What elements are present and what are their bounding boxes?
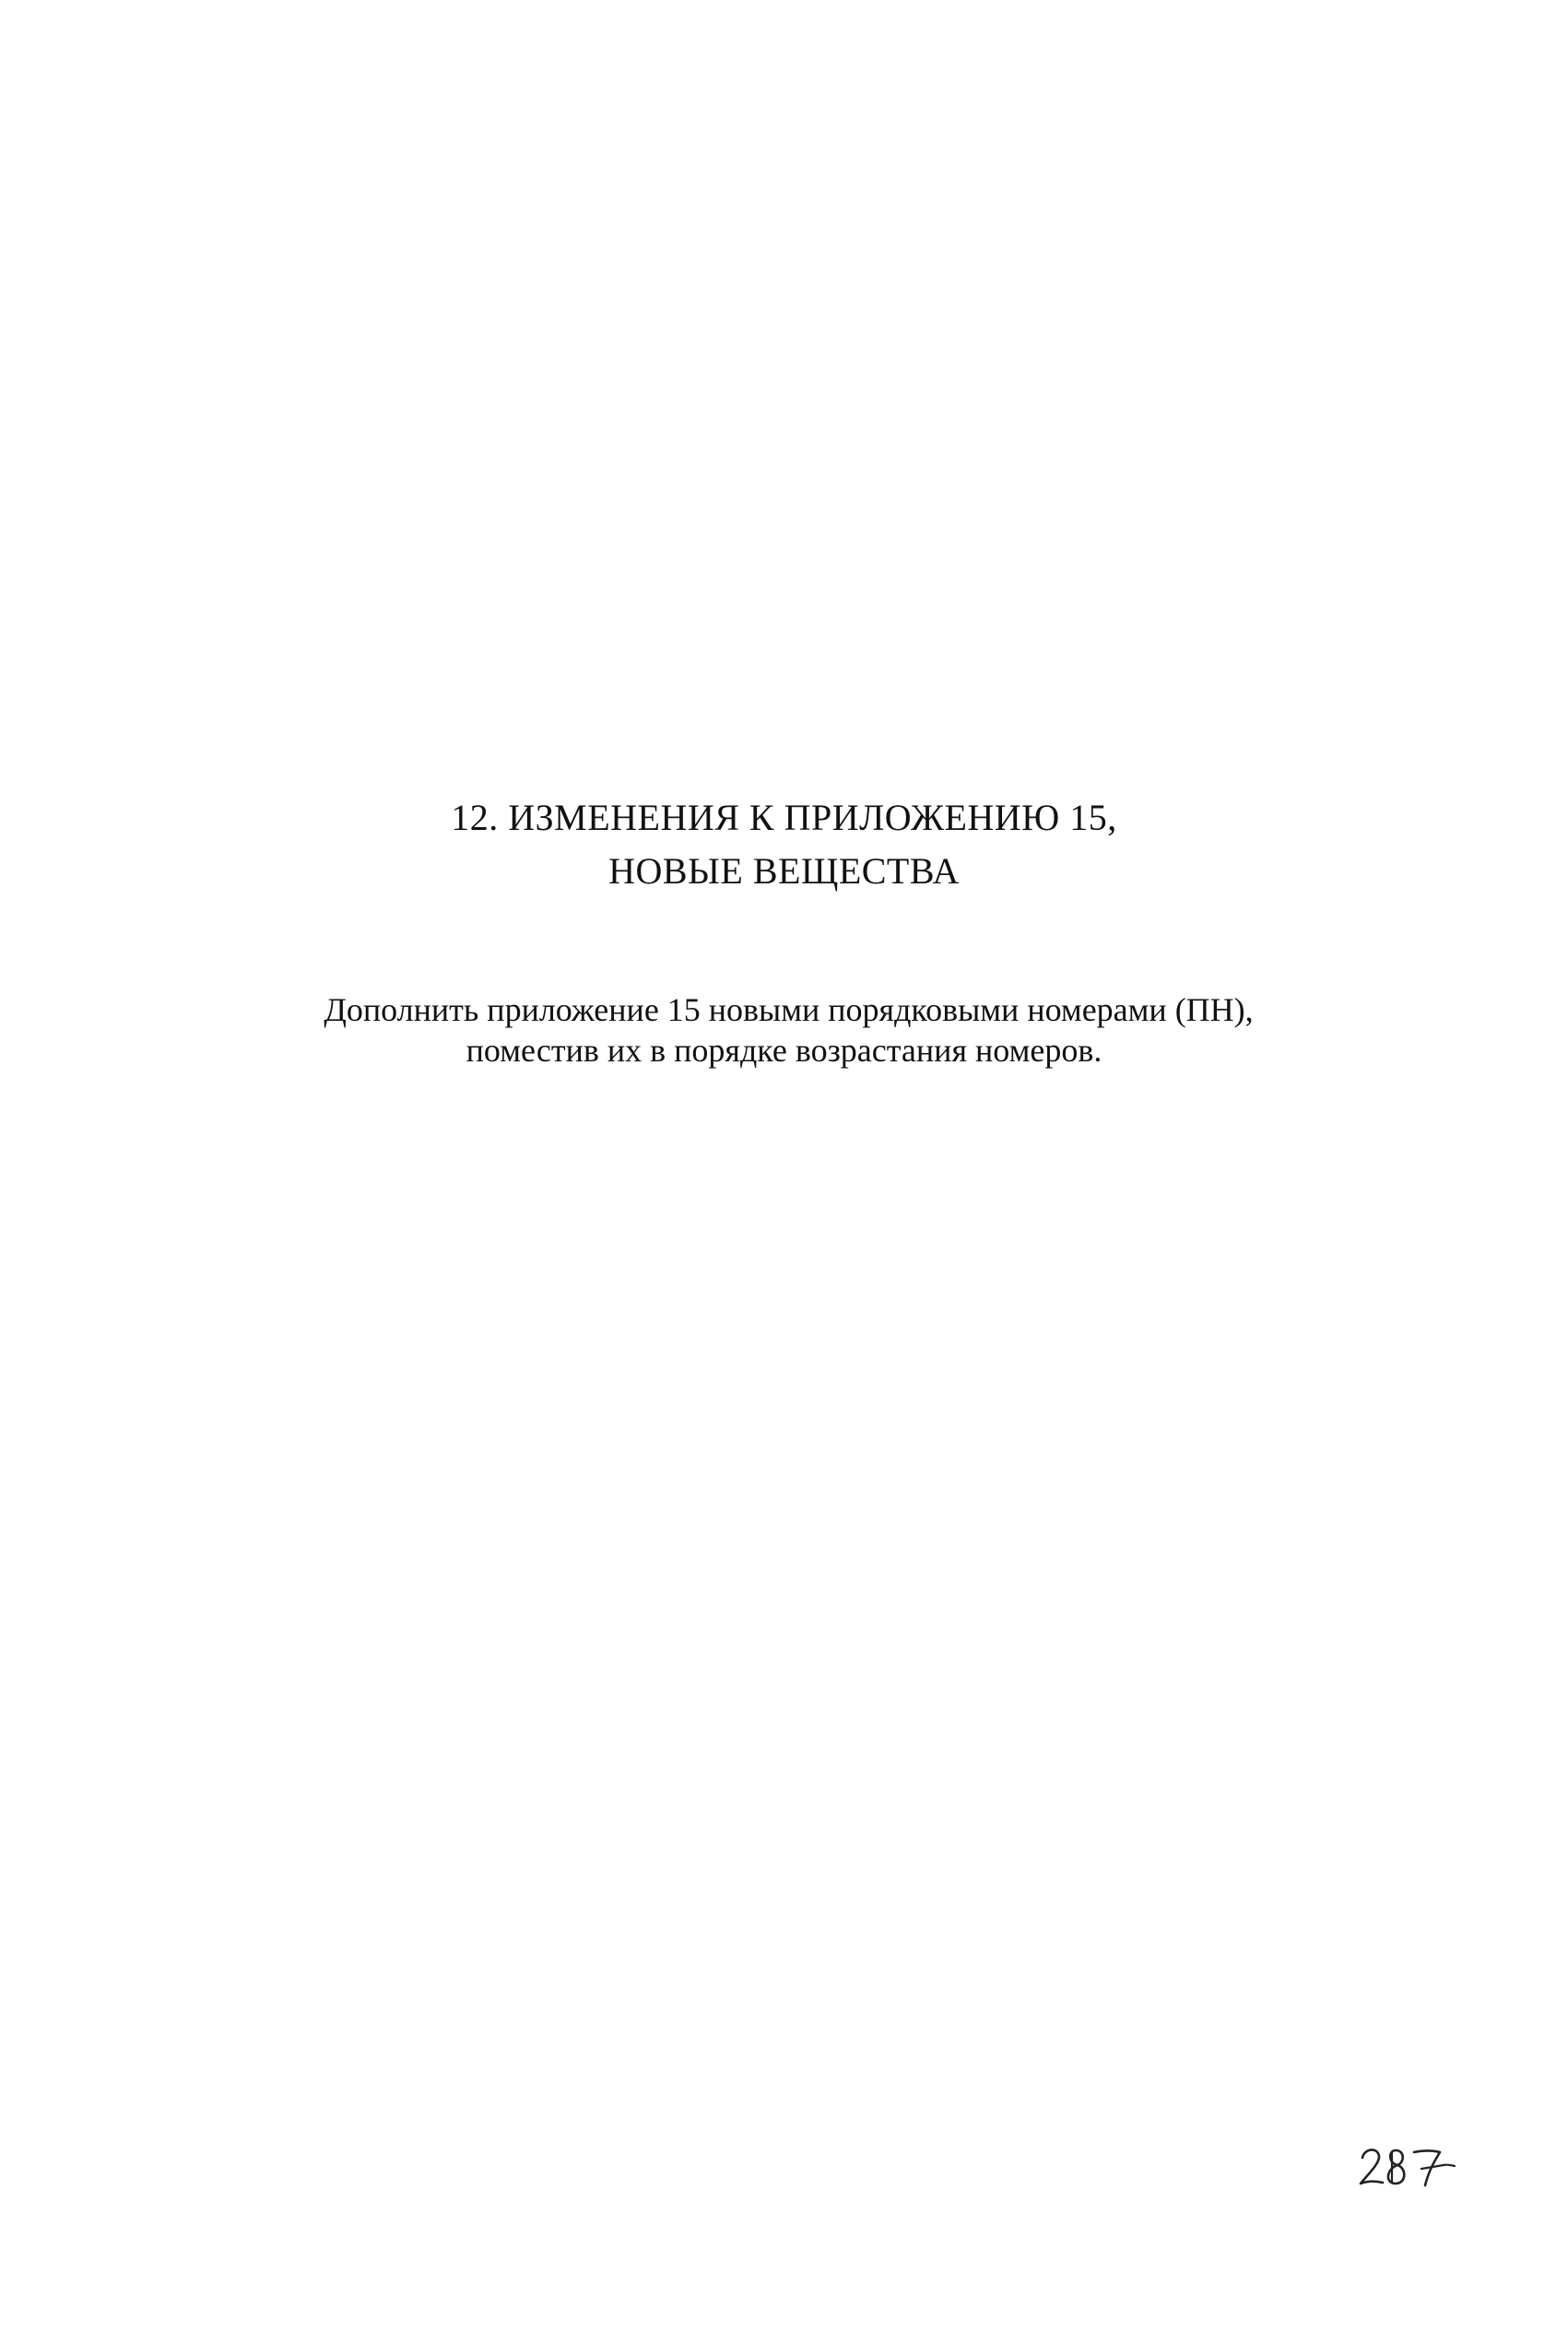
handwritten-page-number-mark <box>1355 2137 1466 2193</box>
instruction-line-1: Дополнить приложение 15 новыми порядковыми номерами (ПН), <box>324 991 1254 1028</box>
section-heading-line-1: 12. ИЗМЕНЕНИЯ К ПРИЛОЖЕНИЮ 15, <box>451 797 1117 838</box>
handwritten-page-number <box>1355 2137 1466 2193</box>
instruction-line-2: поместив их в порядке возрастания номеров. <box>466 1032 1102 1069</box>
instruction-paragraph <box>0 989 1568 1071</box>
section-heading-line-2: НОВЫЕ ВЕЩЕСТВА <box>608 850 960 892</box>
section-heading <box>0 791 1568 898</box>
